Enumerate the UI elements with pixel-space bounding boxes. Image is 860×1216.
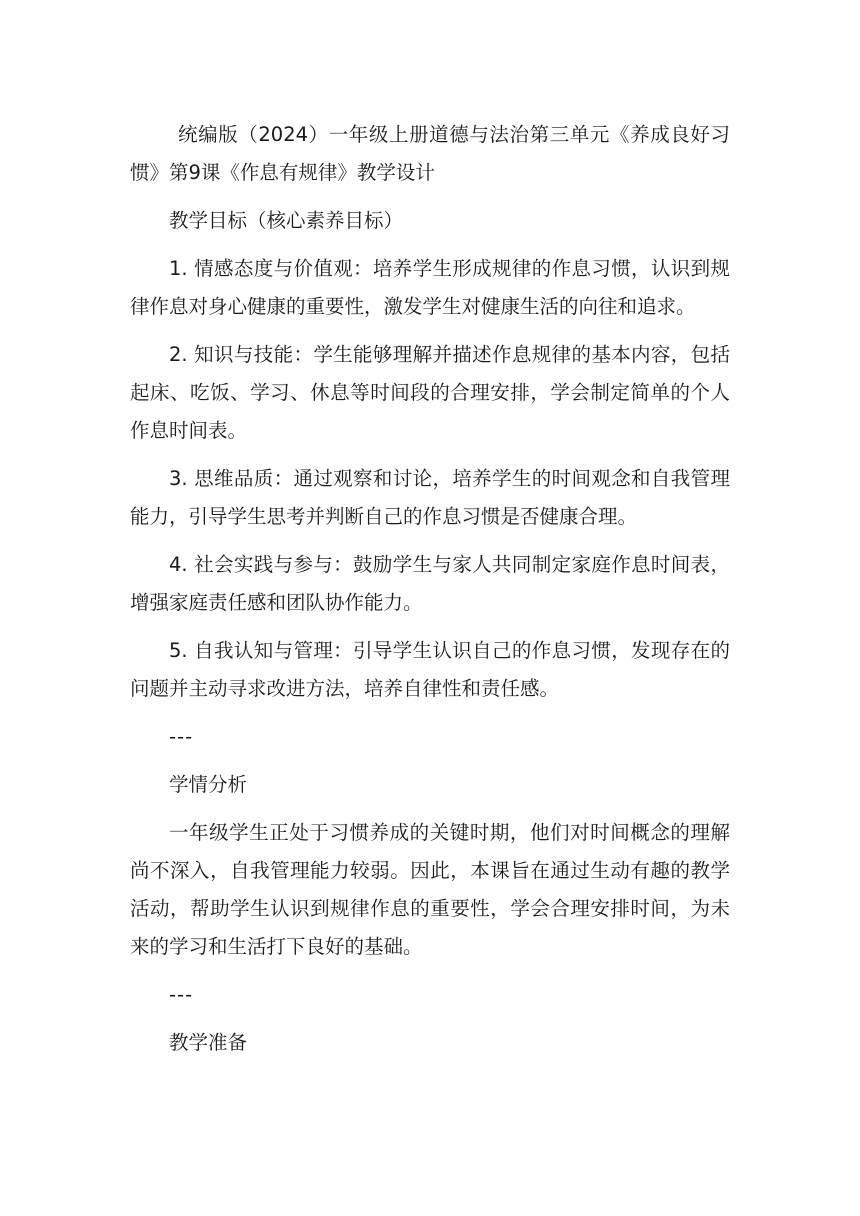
objective-item-4: 4. 社会实践与参与：鼓励学生与家人共同制定家庭作息时间表，增强家庭责任感和团队协作能力。 xyxy=(130,553,730,614)
analysis-heading: 学情分析 xyxy=(169,773,248,796)
objective-item-5: 5. 自我认知与管理：引导学生认识自己的作息习惯，发现存在的问题并主动寻求改进方法，培养自律性和责任感。 xyxy=(130,639,730,700)
objective-item-1: 1. 情感态度与价值观：培养学生形成规律的作息习惯，认识到规律作息对身心健康的重要性，激发学生对健康生活的向往和追求。 xyxy=(130,257,730,318)
objective-item-3: 3. 思维品质：通过观察和讨论，培养学生的时间观念和自我管理能力，引导学生思考并判断自己的作息习惯是否健康合理。 xyxy=(130,467,730,528)
objectives-heading: 教学目标（核心素养目标） xyxy=(169,209,404,232)
objective-item-2: 2. 知识与技能：学生能够理解并描述作息规律的基本内容，包括起床、吃饭、学习、休息等时间段的合理安排，学会制定简单的个人作息时间表。 xyxy=(130,343,730,442)
analysis-paragraph: 一年级学生正处于习惯养成的关键时期，他们对时间概念的理解尚不深入，自我管理能力较弱。因此，本课旨在通过生动有趣的教学活动，帮助学生认识到规律作息的重要性，学会合理安排时间，为未来的学习和生活打下良好的基础。 xyxy=(130,821,730,958)
document-title: 统编版（2024）一年级上册道德与法治第三单元《养成良好习惯》第9课《作息有规律》教学设计 xyxy=(130,123,730,184)
section-divider: --- xyxy=(169,983,194,1006)
section-divider: --- xyxy=(169,725,194,748)
preparation-heading: 教学准备 xyxy=(169,1031,248,1054)
document-body xyxy=(130,116,730,1072)
